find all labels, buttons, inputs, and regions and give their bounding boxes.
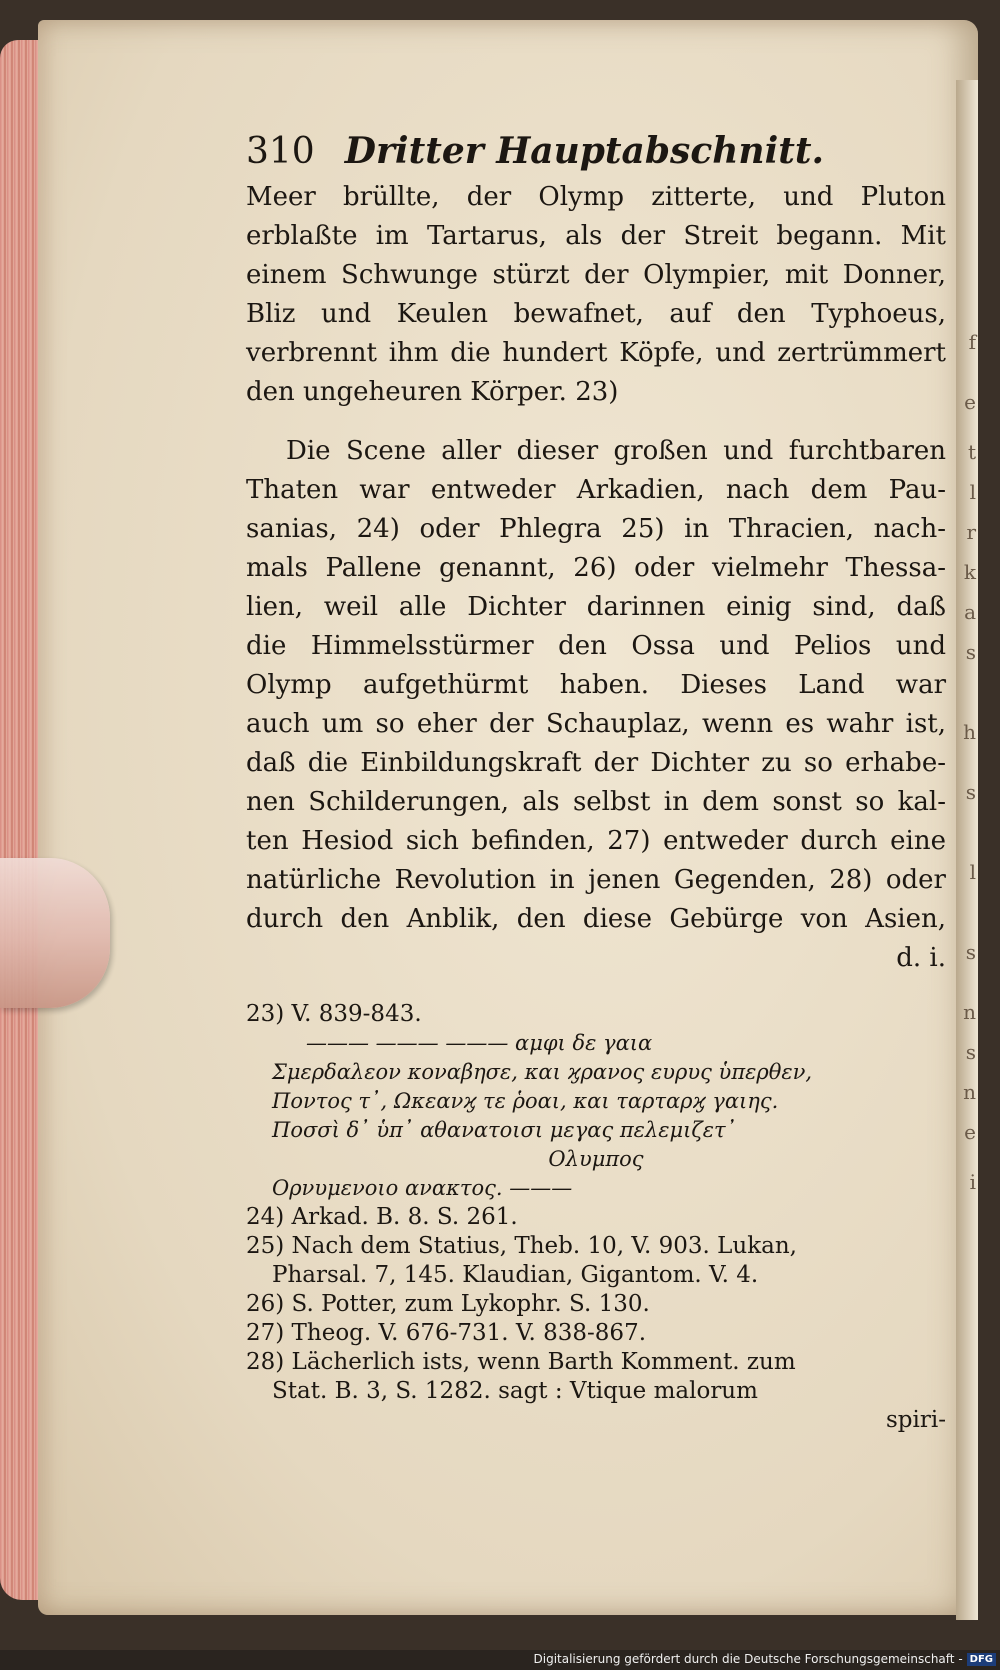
- page-number: 310: [246, 131, 315, 172]
- digitization-text: Digitalisierung gefördert durch die Deutsche Forschungsgemeinschaft -: [533, 1652, 963, 1666]
- text-line: ten Hesiod sich befinden, 27) entweder durch eine: [246, 826, 946, 856]
- text-line: einem Schwunge stürzt der Olympier, mit Donner,: [246, 260, 946, 290]
- footnote-25-continued: Pharsal. 7, 145. Klaudian, Gigantom. V. 4.: [272, 1262, 759, 1288]
- text-line: mals Pallene genannt, 26) oder vielmehr Thessa-: [246, 553, 946, 583]
- text-line: den ungeheuren Körper. 23): [246, 377, 619, 407]
- text-line: Meer brüllte, der Olymp zitterte, und Pluton: [246, 182, 946, 212]
- footnote-28-continued: Stat. B. 3, S. 1282. sagt : Vtique malorum: [272, 1378, 758, 1404]
- facing-page-letter: s: [965, 1040, 976, 1064]
- facing-page-letter: f: [968, 330, 976, 354]
- footnote-24: 24) Arkad. B. 8. S. 261.: [246, 1204, 518, 1230]
- facing-page-letter: t: [967, 440, 976, 464]
- text-line: Thaten war entweder Arkadien, nach dem Pau-: [246, 475, 946, 505]
- page-text-block: [246, 130, 946, 1435]
- text-line: verbrennt ihm die hundert Köpfe, und zertrümmert: [246, 338, 946, 368]
- footnote-27: 27) Theog. V. 676-731. V. 838-867.: [246, 1320, 647, 1346]
- text-line: natürliche Revolution in jenen Gegenden, 28) oder: [246, 865, 946, 895]
- dfg-logo-icon: DFG: [967, 1653, 996, 1666]
- text-line: Bliz und Keulen bewafnet, auf den Typhoeus,: [246, 299, 946, 329]
- facing-page-letter: s: [965, 940, 976, 964]
- text-line: lien, weil alle Dichter darinnen einig sind, daß: [246, 592, 946, 622]
- facing-page-letter: n: [963, 1080, 976, 1104]
- footnote-26: 26) S. Potter, zum Lykophr. S. 130.: [246, 1291, 650, 1317]
- facing-page-letter: r: [966, 520, 976, 544]
- greek-quote-line: Ποντος τ᾽, Ωκεανϗ τε ῥοαι, και ταρταρϗ γαιης.: [272, 1089, 779, 1113]
- page-header: [246, 130, 946, 172]
- paragraph-2: [246, 432, 946, 978]
- text-line: Olymp aufgethürmt haben. Dieses Land war: [246, 670, 946, 700]
- facing-page-letter: s: [965, 780, 976, 804]
- facing-page-letter: e: [964, 390, 976, 414]
- footnote-25: 25) Nach dem Statius, Theb. 10, V. 903. Lukan,: [246, 1233, 797, 1259]
- facing-page-letter: l: [969, 860, 976, 884]
- greek-quote-line: Ολυμπος: [548, 1147, 644, 1171]
- facing-page-letter: l: [969, 480, 976, 504]
- running-title: Dritter Hauptabschnitt.: [344, 130, 825, 172]
- greek-quote-line: Ορνυμενοιο ανακτος. ———: [272, 1176, 573, 1200]
- text-line: durch den Anblik, den diese Gebürge von Asien,: [246, 904, 946, 934]
- footnotes: [246, 1000, 946, 1435]
- paragraph-1: [246, 178, 946, 412]
- catchword: d. i.: [896, 943, 946, 973]
- text-line: erblaßte im Tartarus, als der Streit begann. Mit: [246, 221, 946, 251]
- text-line: daß die Einbildungskraft der Dichter zu so erhabe-: [246, 748, 946, 778]
- greek-quote-line: Σμερδαλεον κοναβησε, και ϗρανος ευρυς ὑπερθεν,: [272, 1060, 813, 1084]
- facing-page-letter: k: [963, 560, 976, 584]
- facing-page-letter: n: [963, 1000, 976, 1024]
- facing-page-letter: s: [965, 640, 976, 664]
- paper-bookmark: [0, 858, 110, 1008]
- greek-quote-line: Ποσσὶ δ᾽ ὑπ᾽ αθανατοισι μεγας πελεμιζετ᾽: [272, 1118, 737, 1142]
- facing-page-strip: [956, 80, 978, 1620]
- text-line: die Himmelsstürmer den Ossa und Pelios und: [246, 631, 946, 661]
- footnote-28-catchword: spiri-: [885, 1407, 946, 1433]
- facing-page-letter: a: [964, 600, 976, 624]
- facing-page-letter: h: [963, 720, 976, 744]
- footnote-28: 28) Lächerlich ists, wenn Barth Komment. zum: [246, 1349, 796, 1375]
- greek-quote-line: ——— ——— ——— αμφι δε γαια: [306, 1031, 653, 1055]
- facing-page-letter: i: [969, 1170, 976, 1194]
- digitization-notice: [534, 1650, 997, 1668]
- facing-page-letter: e: [964, 1120, 976, 1144]
- text-line: nen Schilderungen, als selbst in dem sonst so kal-: [246, 787, 946, 817]
- text-line: auch um so eher der Schauplaz, wenn es wahr ist,: [246, 709, 946, 739]
- text-line: sanias, 24) oder Phlegra 25) in Thracien, nach-: [246, 514, 946, 544]
- text-line: Die Scene aller dieser großen und furchtbaren: [286, 436, 946, 466]
- footnote-23-ref: 23) V. 839-843.: [246, 1001, 422, 1027]
- book-page: [38, 20, 978, 1615]
